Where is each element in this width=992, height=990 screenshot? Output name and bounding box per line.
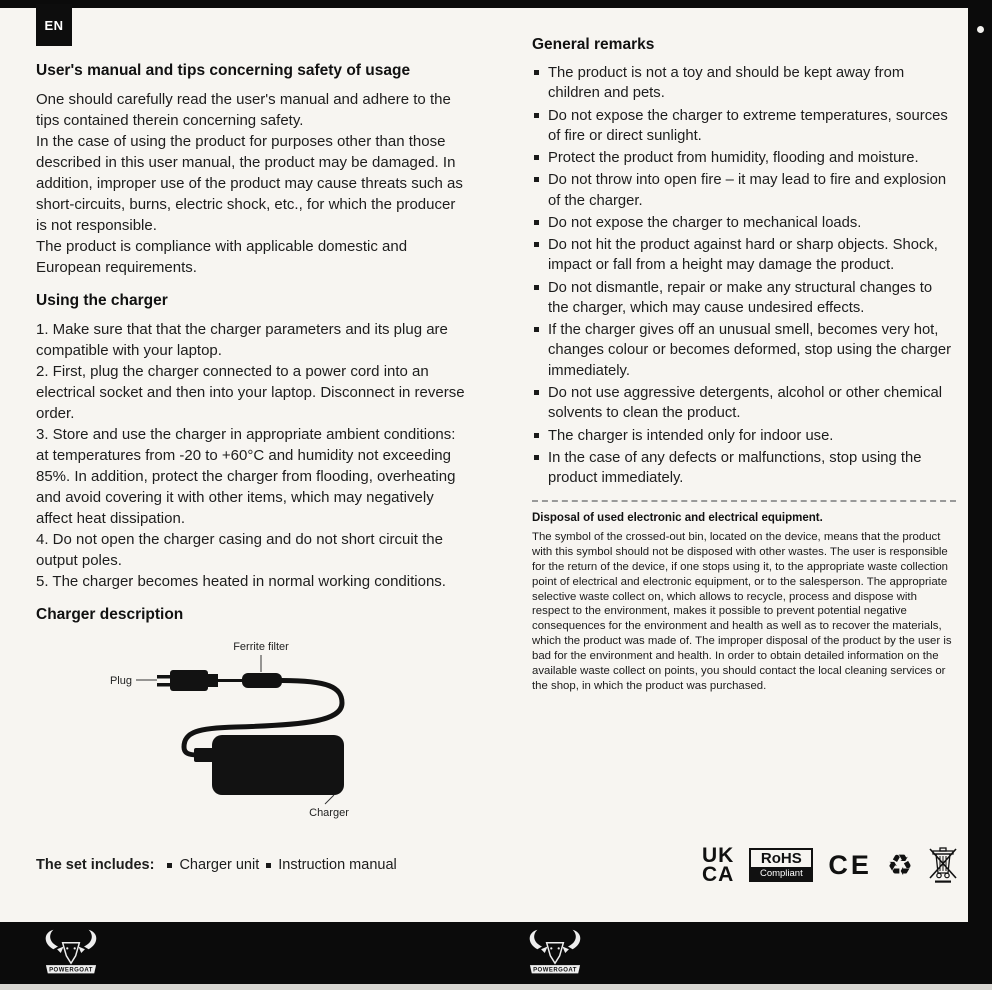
powergoat-logo: [38, 927, 104, 979]
set-includes-item: Charger unit: [179, 857, 260, 873]
ukca-top: UK: [702, 844, 735, 867]
list-item: [532, 170, 956, 211]
ferrite-filter-icon: [242, 673, 282, 688]
bullet-icon: [534, 177, 539, 182]
bullet-text: The product is not a toy and should be kept away from children and pets.: [548, 65, 905, 102]
bullet-text: Do not expose the charger to mechanical loads.: [548, 214, 862, 231]
ce-mark: CE: [828, 849, 872, 880]
bullet-text: In the case of any defects or malfunctions, stop using the product immediately.: [548, 449, 922, 487]
bullet-icon: [534, 155, 539, 160]
language-badge-label: EN: [44, 17, 64, 33]
using-steps: [36, 319, 468, 592]
set-includes-label: The set includes:: [36, 857, 155, 873]
plug-icon: [157, 670, 218, 691]
usage-paragraph: The product is compliance with applicable domestic and European requirements.: [36, 238, 408, 276]
list-item: [532, 148, 956, 168]
square-bullet-icon: [167, 863, 172, 868]
remarks-list: [532, 63, 956, 488]
bullet-icon: [534, 455, 539, 460]
using-heading: Using the charger: [36, 292, 168, 309]
bullet-icon: [534, 327, 539, 332]
bullet-icon: [534, 242, 539, 247]
disposal-heading: Disposal of used electronic and electrical equipment.: [532, 512, 823, 525]
dashed-divider: [532, 500, 956, 502]
bullet-text: Protect the product from humidity, flooding and moisture.: [548, 150, 919, 167]
bullet-icon: [534, 433, 539, 438]
list-item: [532, 278, 956, 319]
bullet-text: Do not expose the charger to extreme temperatures, sources of fire or direct sunlight.: [548, 107, 948, 144]
step-item: 3. Store and use the charger in appropriate ambient conditions: at temperatures from -20 to +60°C and humidity not exceeding 85%. In addition, protect the charger from flooding, overheating and avoid covering it with other items, which may negatively affect heat dissipation.: [36, 426, 456, 527]
list-item: [532, 383, 956, 424]
list-item: [532, 63, 956, 104]
list-item: [532, 106, 956, 147]
usage-heading: User's manual and tips concerning safety of usage: [36, 62, 411, 79]
footer-bar: [0, 922, 992, 984]
bullet-text: Do not hit the product against hard or sharp objects. Shock, impact or fall from a height may damage the product.: [548, 237, 938, 274]
charger-brick-icon: [212, 735, 344, 795]
right-border-bar: [968, 0, 992, 924]
bullet-text: The charger is intended only for indoor use.: [548, 427, 834, 444]
description-heading: Charger description: [36, 606, 184, 623]
usage-body: [36, 89, 468, 278]
bullet-icon: [534, 113, 539, 118]
list-item: [532, 448, 956, 489]
bullet-icon: [534, 220, 539, 225]
powergoat-banner-text: POWERGOAT: [533, 967, 577, 974]
bullet-text: Do not use aggressive detergents, alcohol or other chemical solvents to clean the product.: [548, 384, 942, 422]
bullet-icon: [534, 285, 539, 290]
list-item: [532, 426, 956, 446]
list-item: [532, 213, 956, 233]
rohs-compliant-label: Compliant: [751, 867, 811, 880]
bottom-edge-strip: [0, 984, 992, 990]
step-item: 1. Make sure that that the charger parameters and its plug are compatible with your laptop.: [36, 321, 448, 359]
charger-label: Charger: [309, 807, 349, 819]
square-bullet-icon: [266, 863, 271, 868]
rohs-mark: [749, 848, 813, 882]
list-item: [532, 235, 956, 276]
usage-paragraph: In the case of using the product for purposes other than those described in this user manual, the product may be damaged. In addition, improper use of the product may cause threats such as short-circuits, burns, electric shock, etc., for which the producer is not responsible.: [36, 133, 463, 234]
ferrite-filter-label: Ferrite filter: [233, 641, 289, 653]
conformity-marks: [702, 846, 958, 885]
remarks-heading: General remarks: [532, 36, 655, 53]
rohs-label: RoHS: [751, 850, 811, 867]
charger-diagram: [36, 637, 456, 822]
bullet-text: If the charger gives off an unusual smell, becomes very hot, changes colour or becomes deformed, stop using the charger immediately.: [548, 322, 952, 379]
bullet-icon: [534, 70, 539, 75]
step-item: 2. First, plug the charger connected to a power cord into an electrical socket and then into your laptop. Disconnect in reverse order.: [36, 363, 465, 422]
bullet-icon: [534, 390, 539, 395]
step-item: 5. The charger becomes heated in normal working conditions.: [36, 573, 446, 590]
list-item: [532, 320, 956, 381]
top-border-bar: [0, 0, 992, 8]
left-column: [36, 62, 468, 827]
set-includes-line: [36, 857, 397, 873]
powergoat-banner-text: POWERGOAT: [49, 967, 93, 974]
set-includes-item: Instruction manual: [278, 857, 397, 873]
ukca-mark: [702, 846, 734, 885]
recycle-icon: ♻: [886, 847, 913, 882]
step-item: 4. Do not open the charger casing and do not short circuit the output poles.: [36, 531, 443, 569]
language-badge: [36, 4, 72, 46]
registration-dot: [977, 26, 984, 33]
bullet-text: Do not dismantle, repair or make any structural changes to the charger, which may cause undesired effects.: [548, 279, 933, 316]
bullet-text: Do not throw into open fire – it may lead to fire and explosion of the charger.: [548, 172, 947, 209]
weee-crossed-bin-icon: [928, 846, 958, 884]
plug-label: Plug: [109, 675, 132, 687]
powergoat-logo: [522, 927, 588, 979]
right-column: [532, 36, 956, 693]
disposal-body: The symbol of the crossed-out bin, located on the device, means that the product with this symbol should not be disposed with other wastes. The user is responsible for the return of the device, if one stops using it, to the appropriate waste collection point of electrical and electronic equipment, or to the salesperson. The appropriate selective waste collect on, which allows to recycle, process and dispose with respect to the environment, makes it possible to prevent potential negative consequences for the environment and health as well as to recover the materials, which the product was made of. The improper disposal of the product by the user is bad for the environment and health. In order to obtain detailed information on the available waste collect on points, you should contact the local cleaning services or the shop, in which the product was purchased.: [532, 531, 952, 692]
dc-connector-icon: [194, 748, 214, 762]
ukca-bottom: CA: [702, 863, 735, 887]
usage-paragraph: One should carefully read the user's manual and adhere to the tips contained therein concerning safety.: [36, 91, 451, 129]
